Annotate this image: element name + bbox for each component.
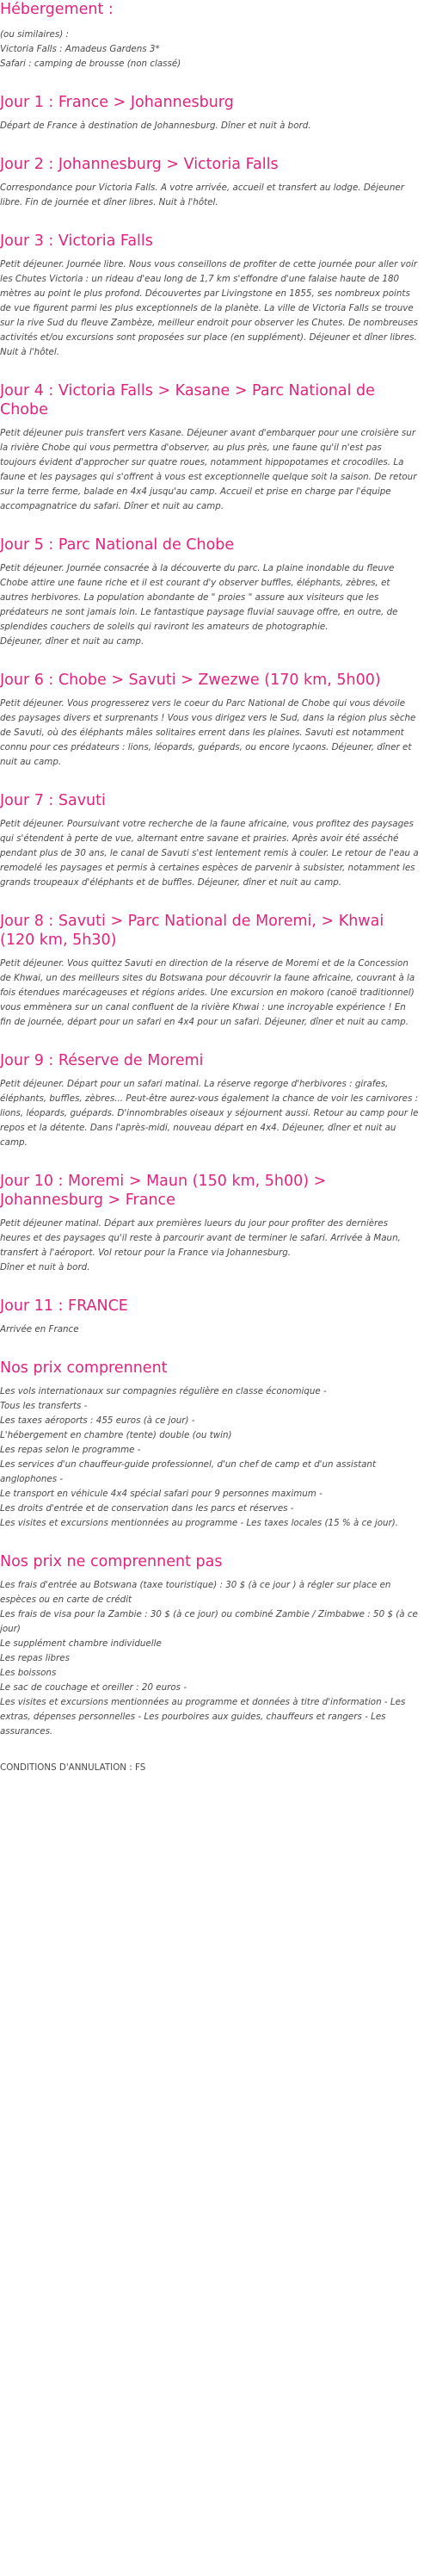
day-text: Arrivée en France	[0, 1324, 79, 1334]
day-text: Petit déjeuner puis transfert vers Kasane. Déjeuner avant d'embarquer pour une croisière sur la rivière Chobe qui vous permettra d'observer, au plus près, une faune qu'il n'est pas toujours évident d'approcher sur quatre roues, notamment hippopotames et crocodiles. La faune et les paysages qui s'offrent à vous est exceptionnelle quelque soit la saison. De retour sur la terre ferme, balade en 4x4 jusqu'au camp. Accueil et prise en charge par l'équipe accompagnatrice du safari. Dîner et nuit au camp.	[0, 428, 417, 511]
included-item: Les taxes aéroports : 455 euros (à ce jour) -	[0, 1415, 195, 1426]
included-item: Le transport en véhicule 4x4 spécial safari pour 9 personnes maximum -	[0, 1489, 322, 1499]
day-text: Petit déjeuner. Vous progresserez vers le coeur du Parc National de Chobe qui vous dévoile des paysages divers et surprenants ! Vous vous dirigez vers le Sud, dans la région plus sèche de Savuti, où des éléphants mâles solitaires errent dans les plaines. Savuti est notamment connu pour ces prédateurs : lions, léopards, guépards, ou encore lycaons. Déjeuner, dîner et nuit au camp.	[0, 698, 416, 767]
cancellation-conditions: CONDITIONS D'ANNULATION : FS	[0, 1762, 146, 1773]
excluded-section	[0, 1552, 420, 1739]
day-text: Petit déjeuner. Journée consacrée à la découverte du parc. La plaine inondable du fleuve Chobe attire une faune riche et il est courant d'y observer buffles, éléphants, zèbres, et autres herbivores. La population abondante de " proies " assure aux visiteurs que les prédateurs ne sont jamais loin. Le fantastique paysage fluvial sauvage offre, en outre, de splendides couchers de soleils qui raviront les amateurs de photographie.	[0, 563, 398, 632]
excluded-item: Les visites et excursions mentionnées au programme et données à titre d'information - Les extras, dépenses personnelles - Les pourboires aux guides, chauffeurs et rangers - Les assurances.	[0, 1697, 406, 1737]
day-text: Petit déjeuner. Départ pour un safari matinal. La réserve regorge d'herbivores : girafes, éléphants, buffles, zèbres... Peut-être aurez-vous également la chance de voir les carnivores : lions, léopards, guépards. D'innombrables oiseaux y séjournent aussi. Retour au camp pour le repos et la détente. Dans l'après-midi, nouveau départ en 4x4. Déjeuner, dîner et nuit au camp.	[0, 1079, 419, 1148]
excluded-list	[0, 1578, 420, 1739]
day-text: Petit déjeuner. Poursuivant votre recherche de la faune africaine, vous profitez des paysages qui s'étendent à perte de vue, alternant entre savane et prairies. Après avoir été asséché pendant plus de 30 ans, le canal de Savuti s'est lentement remis à couler. Le retour de l'eau a remodelé les paysages et permis à certaines espèces de parvenir à subsister, notamment les grands troupeaux d'éléphants et de buffles. Déjeuner, dîner et nuit au camp.	[0, 819, 419, 888]
day-title: Jour 11 : FRANCE	[0, 1297, 128, 1315]
excluded-item: Les boissons	[0, 1668, 57, 1678]
day-text: Petit déjeuner. Vous quittez Savuti en direction de la réserve de Moremi et de la Concession de Khwai, un des meilleurs sites du Botswana pour découvrir la faune africaine, couvrant à la fois étendues marécageuses et régions arides. Une excursion en mokoro (canoë traditionnel) vous emmènera sur un canal confluent de la rivière Khwai : une incroyable expérience ! En fin de journée, départ pour un safari en 4x4 pour un safari. Déjeuner, dîner et nuit au camp.	[0, 958, 415, 1027]
excluded-item: Le sac de couchage et oreiller : 20 euros -	[0, 1682, 187, 1693]
day-title: Jour 6 : Chobe > Savuti > Zwezwe (170 km, 5h00)	[0, 672, 381, 689]
accommodation-line: Victoria Falls : Amadeus Gardens 3*	[0, 44, 160, 54]
day-section	[0, 912, 420, 1030]
day-title: Jour 2 : Johannesburg > Victoria Falls	[0, 156, 279, 173]
day-section	[0, 671, 420, 770]
included-item: Les services d'un chauffeur-guide professionnel, d'un chef de camp et d'un assistant anglophones -	[0, 1459, 376, 1484]
excluded-item: Les frais d'entrée au Botswana (taxe touristique) : 30 $ (à ce jour ) à régler sur place en espèces ou en carte de crédit	[0, 1580, 391, 1605]
excluded-item: Les repas libres	[0, 1653, 70, 1663]
excluded-title: Nos prix ne comprennent pas	[0, 1553, 223, 1570]
excluded-item: Les frais de visa pour la Zambie : 30 $ (à ce jour) ou combiné Zambie / Zimbabwe : 50 $ (à ce jour)	[0, 1609, 418, 1634]
day-title: Jour 8 : Savuti > Parc National de Moremi, > Khwai (120 km, 5h30)	[0, 913, 384, 949]
accommodation-line: Safari : camping de brousse (non classé)	[0, 59, 181, 69]
day-text: Petit déjeuner matinal. Départ aux premières lueurs du jour pour profiter des dernières heures et des paysages qu'il reste à parcourir avant de terminer le safari. Arrivée à Maun, transfert à l'aéroport. Vol retour pour la France via Johannesburg.	[0, 1218, 401, 1258]
day-section	[0, 791, 420, 890]
day-text-closing: Déjeuner, dîner et nuit au camp.	[0, 636, 144, 647]
accommodation-details	[0, 28, 420, 71]
included-section	[0, 1359, 420, 1531]
accommodation-section	[0, 0, 420, 71]
day-title: Jour 4 : Victoria Falls > Kasane > Parc National de Chobe	[0, 382, 375, 418]
day-section	[0, 1297, 420, 1337]
day-text: Petit déjeuner. Journée libre. Nous vous conseillons de profiter de cette journée pour aller voir les Chutes Victoria : un rideau d'eau long de 1,7 km s'effondre d'une falaise haute de 180 mètres au point le plus profond. Découvertes par Livingstone en 1855, ses nombreux points de vue figurent parmi les plus exceptionnels de la planète. La ville de Victoria Falls se trouve sur la rive Sud du fleuve Zambèze, meilleur endroit pour observer les Chutes. De nombreuses activités et/ou excursions sont proposées sur place (en supplément). Déjeuner et dîner libres. Nuit à l'hôtel.	[0, 259, 419, 357]
included-list	[0, 1384, 420, 1531]
included-item: Les vols internationaux sur compagnies régulière en classe économique -	[0, 1386, 327, 1396]
excluded-item: Le supplément chambre individuelle	[0, 1638, 162, 1649]
day-section	[0, 1051, 420, 1150]
included-item: Les visites et excursions mentionnées au programme - Les taxes locales (15 % à ce jour).	[0, 1518, 399, 1528]
day-section	[0, 155, 420, 210]
day-section	[0, 381, 420, 514]
accommodation-title: Hébergement :	[0, 1, 114, 18]
day-text: Départ de France à destination de Johannesburg. Dîner et nuit à bord.	[0, 121, 311, 131]
day-section	[0, 536, 420, 649]
included-item: Les repas selon le programme -	[0, 1445, 141, 1455]
day-section	[0, 1172, 420, 1275]
day-section	[0, 232, 420, 360]
day-text-closing: Dîner et nuit à bord.	[0, 1262, 90, 1273]
day-title: Jour 10 : Moremi > Maun (150 km, 5h00) > Johannesburg > France	[0, 1173, 327, 1209]
day-title: Jour 3 : Victoria Falls	[0, 232, 153, 250]
accommodation-line: (ou similaires) :	[0, 29, 69, 40]
day-text: Correspondance pour Victoria Falls. A votre arrivée, accueil et transfert au lodge. Déjeuner libre. Fin de journée et dîner libres. Nuit à l'hôtel.	[0, 183, 404, 207]
day-section	[0, 93, 420, 133]
day-title: Jour 9 : Réserve de Moremi	[0, 1052, 204, 1069]
day-title: Jour 7 : Savuti	[0, 792, 106, 809]
day-title: Jour 1 : France > Johannesburg	[0, 94, 234, 111]
included-item: L'hébergement en chambre (tente) double (ou twin)	[0, 1430, 232, 1440]
day-title: Jour 5 : Parc National de Chobe	[0, 536, 235, 554]
included-item: Les droits d'entrée et de conservation dans les parcs et réserves -	[0, 1503, 294, 1514]
included-item: Tous les transferts -	[0, 1401, 88, 1411]
included-title: Nos prix comprennent	[0, 1359, 168, 1377]
